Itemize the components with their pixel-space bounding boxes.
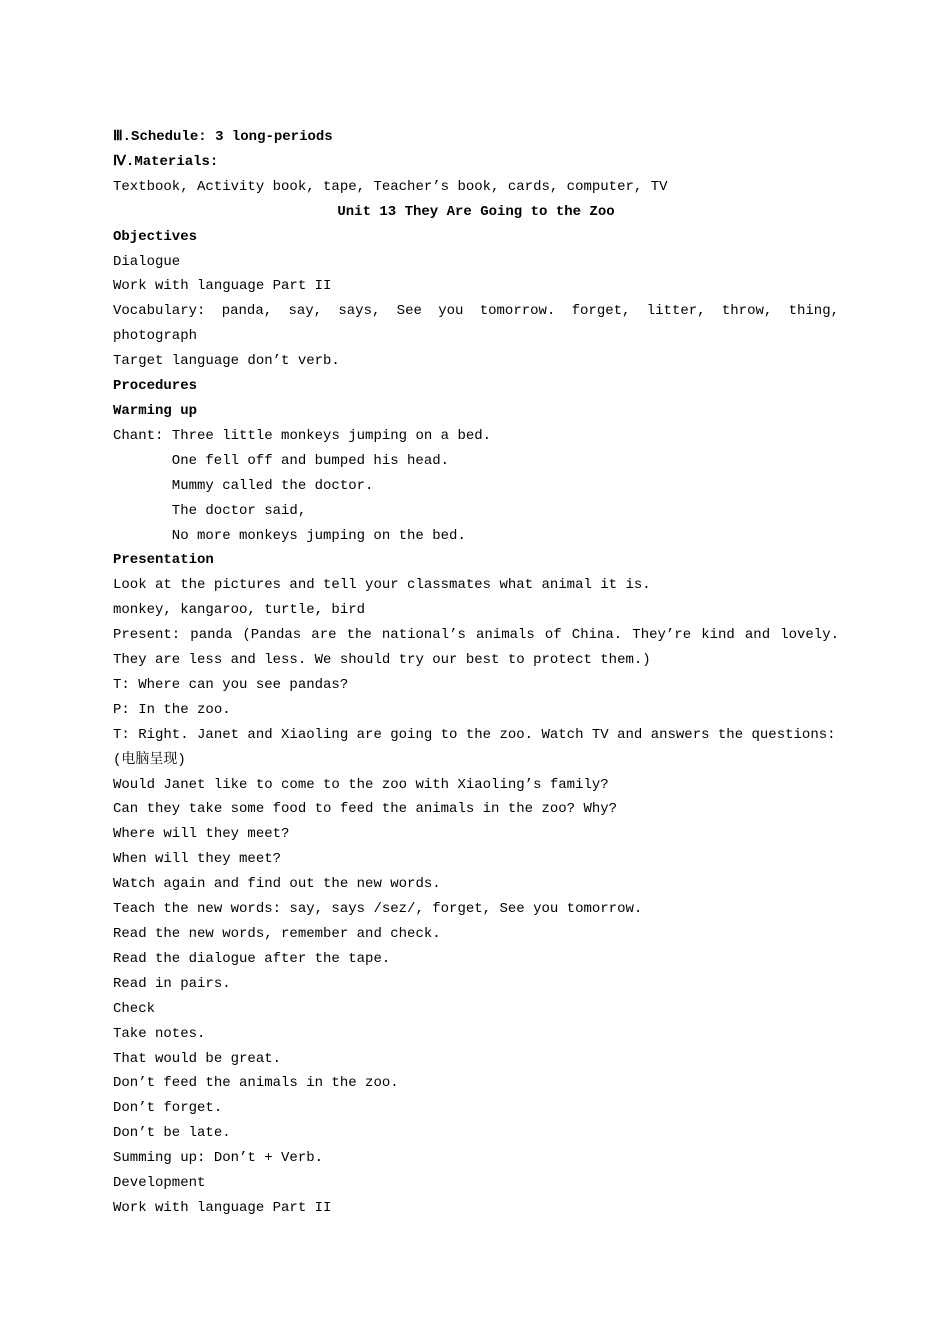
warming-up-heading: Warming up <box>113 402 198 419</box>
presentation-step: Don’t be late. <box>113 1125 231 1142</box>
objective-vocabulary: Vocabulary: panda, say, says, See you tomorrow. forget, litter, throw, thing, photograph <box>113 303 839 345</box>
presentation-step: Read in pairs. <box>113 975 231 992</box>
presentation-step: Don’t feed the animals in the zoo. <box>113 1075 399 1092</box>
presentation-step: Read the dialogue after the tape. <box>113 950 391 967</box>
presentation-step: Watch again and find out the new words. <box>113 876 441 893</box>
presentation-step: monkey, kangaroo, turtle, bird <box>113 602 366 619</box>
presentation-step: Don’t forget. <box>113 1100 223 1117</box>
presentation-step: Summing up: Don’t + Verb. <box>113 1150 324 1167</box>
presentation-step: Can they take some food to feed the animals in the zoo? Why? <box>113 801 618 818</box>
development-heading: Development <box>113 1175 206 1192</box>
objective-item: Target language don’t verb. <box>113 353 340 370</box>
presentation-step: Present: panda (Pandas are the national’s animals of China. They’re kind and lovely. They are less and less. We should try our best to protect them.) <box>113 627 839 669</box>
presentation-step: Teach the new words: say, says /sez/, forget, See you tomorrow. <box>113 901 643 918</box>
chant-line: Mummy called the doctor. <box>171 477 374 494</box>
presentation-step: P: In the zoo. <box>113 701 231 718</box>
materials-heading: Ⅳ.Materials: <box>113 153 219 170</box>
presentation-step: Read the new words, remember and check. <box>113 926 441 942</box>
presentation-step: T: Right. Janet and Xiaoling are going to the zoo. Watch TV and answers the questions: <box>113 726 836 743</box>
presentation-step: (电脑呈现) <box>113 751 186 768</box>
objective-item: Dialogue <box>113 253 181 270</box>
presentation-step: T: Where can you see pandas? <box>113 676 349 693</box>
materials-list: Textbook, Activity book, tape, Teacher’s book, cards, computer, TV <box>113 178 668 195</box>
document-body <box>113 125 839 1221</box>
presentation-step: Where will they meet? <box>113 826 290 843</box>
chant-first-line <box>113 424 839 449</box>
presentation-step: Look at the pictures and tell your classmates what animal it is. <box>113 577 651 594</box>
unit-title: Unit 13 They Are Going to the Zoo <box>337 203 615 220</box>
objective-item: Work with language Part II <box>113 278 332 295</box>
presentation-step: That would be great. <box>113 1050 282 1067</box>
presentation-step: Take notes. <box>113 1025 206 1042</box>
development-step: Work with language Part II <box>113 1199 332 1216</box>
chant-line: Three little monkeys jumping on a bed. <box>171 427 492 444</box>
presentation-heading: Presentation <box>113 552 214 569</box>
presentation-step: When will they meet? <box>113 851 282 868</box>
chant-line: No more monkeys jumping on the bed. <box>171 527 466 544</box>
objectives-heading: Objectives <box>113 228 198 245</box>
schedule-line: Ⅲ.Schedule: 3 long-periods <box>113 129 333 145</box>
chant-label: Chant: <box>113 427 164 444</box>
chant-line: One fell off and bumped his head. <box>171 452 450 469</box>
chant-line: The doctor said, <box>171 502 307 519</box>
presentation-step: Would Janet like to come to the zoo with Xiaoling’s family? <box>113 776 609 793</box>
presentation-step: Check <box>113 1000 156 1017</box>
procedures-heading: Procedures <box>113 378 198 395</box>
